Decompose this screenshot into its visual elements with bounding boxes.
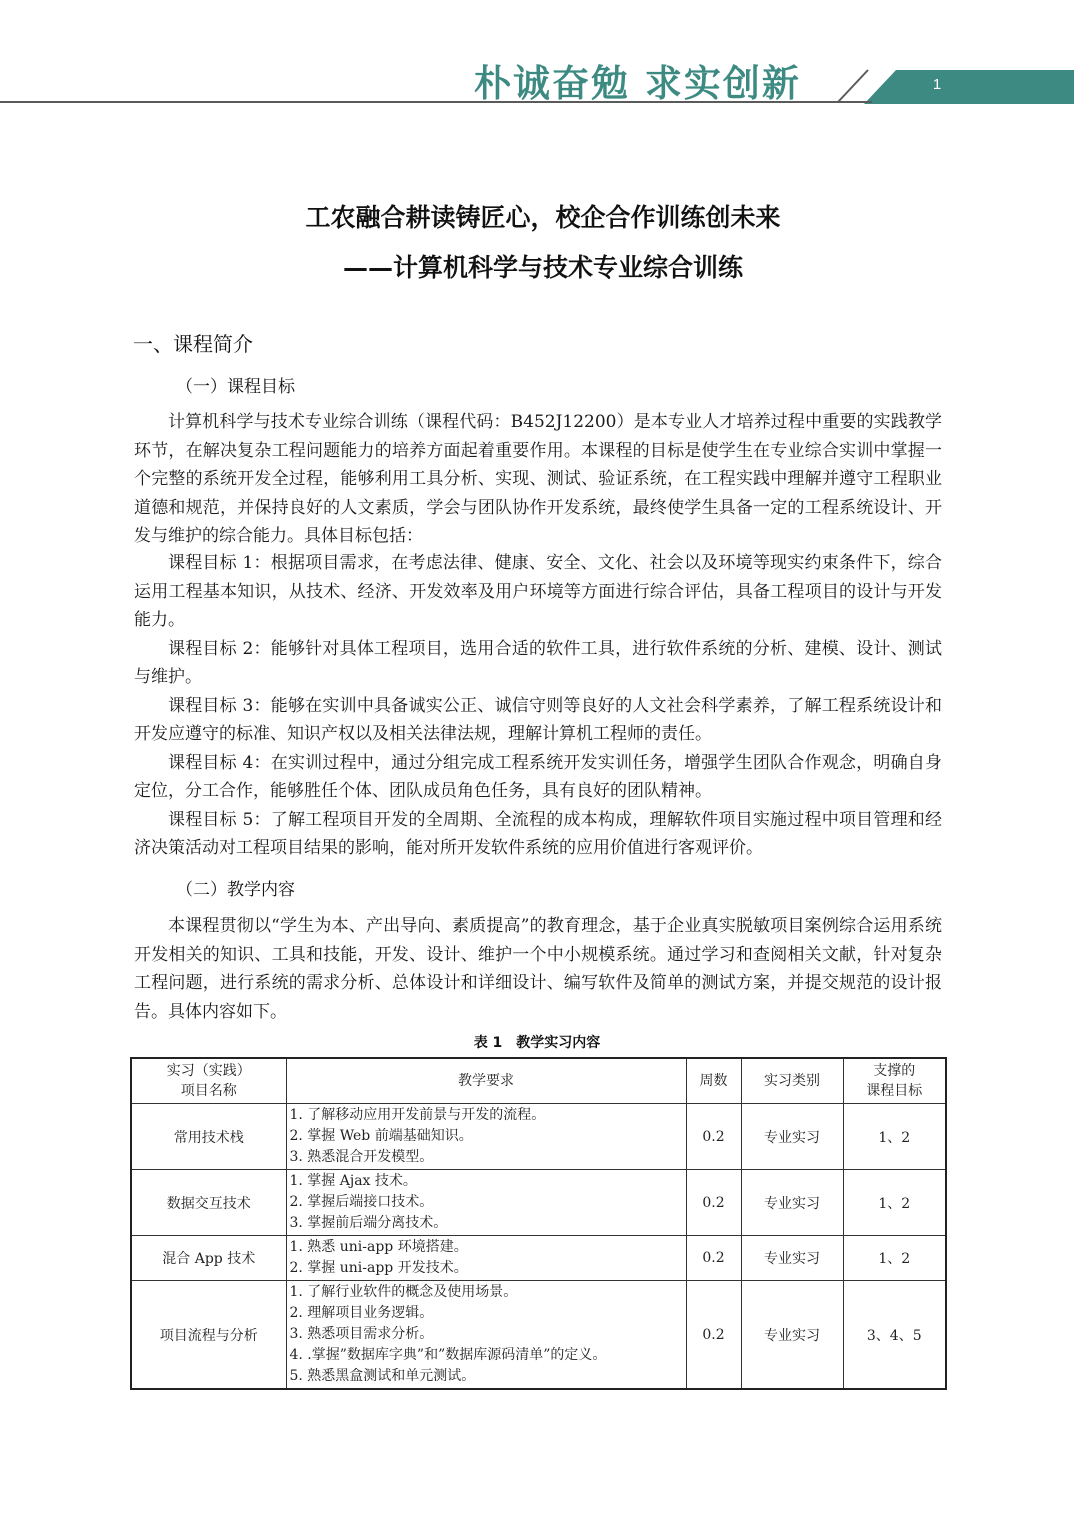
- cell-supported-goals: 1、2: [843, 1104, 946, 1170]
- table-caption: 表 1 教学实习内容: [473, 1035, 601, 1051]
- course-goals-intro: 计算机科学与技术专业综合训练（课程代码：B452J12200）是本专业人才培养过程中重要的实践教学环节，在解决复杂工程问题能力的培养方面起着重要作用。本课程的目标是使学生在专业综合实训中掌握一个完整的系统开发全过程，能够利用工具分析、实现、测试、验证系统，在工程实践中理解并遵守工程职业道德和规范，并保持良好的人文素质，学会与团队协作开发系统，最终使学生具备一定的工程系统设计、开发与维护的综合能力。具体目标包括：: [134, 412, 942, 546]
- header-weeks: 周数: [686, 1058, 741, 1104]
- table-row: [131, 1104, 946, 1170]
- course-goal-3: 课程目标 3：能够在实训中具备诚实公正、诚信守则等良好的人文社会科学素养，了解工程系统设计和开发应遵守的标准、知识产权以及相关法律法规，理解计算机工程师的责任。: [134, 695, 942, 744]
- cell-weeks: 0.2: [686, 1104, 741, 1170]
- cell-supported-goals: 1、2: [843, 1170, 946, 1236]
- requirement-item: 2. 理解项目业务逻辑。: [289, 1305, 434, 1321]
- cell-requirements: [286, 1104, 686, 1170]
- course-goal-5: 课程目标 5：了解工程项目开发的全周期、全流程的成本构成，理解软件项目实施过程中项目管理和经济决策活动对工程项目结果的影响，能对所开发软件系统的应用价值进行客观评价。: [134, 809, 942, 858]
- cell-practice-type: 专业实习: [741, 1281, 843, 1390]
- page-number: 1: [932, 76, 942, 93]
- requirement-item: 1. 掌握 Ajax 技术。: [289, 1173, 417, 1189]
- practice-content-table: [130, 1057, 947, 1390]
- requirement-item: 2. 掌握 uni-app 开发技术。: [289, 1260, 468, 1276]
- cell-practice-type: 专业实习: [741, 1104, 843, 1170]
- cell-practice-type: 专业实习: [741, 1170, 843, 1236]
- table-row: [131, 1281, 946, 1390]
- requirement-item: 3. 熟悉混合开发模型。: [289, 1149, 434, 1165]
- course-goal-1: 课程目标 1：根据项目需求，在考虑法律、健康、安全、文化、社会以及环境等现实约束条件下，综合运用工程基本知识，从技术、经济、开发效率及用户环境等方面进行综合评估，具备工程项目的设计与开发能力。: [134, 553, 942, 630]
- table-row: [131, 1170, 946, 1236]
- page-number-tab: [864, 70, 1074, 104]
- cell-project-name: 常用技术栈: [131, 1104, 286, 1170]
- requirement-item: 1. 熟悉 uni-app 环境搭建。: [289, 1239, 468, 1255]
- teaching-content-paragraph: 本课程贯彻以“学生为本、产出导向、素质提高”的教育理念，基于企业真实脱敏项目案例综合运用系统开发相关的知识、工具和技能，开发、设计、维护一个中小规模系统。通过学习和查阅相关文献，针对复杂工程问题，进行系统的需求分析、总体设计和详细设计、编写软件及简单的测试方案，并提交规范的设计报告。具体内容如下。: [134, 916, 942, 1022]
- document-title: 工农融合耕读铸匠心，校企合作训练创未来: [305, 203, 781, 232]
- header-requirements: 教学要求: [286, 1058, 686, 1104]
- school-motto: 朴诚奋勉 求实创新: [474, 61, 801, 105]
- requirement-item: 1. 了解行业软件的概念及使用场景。: [289, 1284, 518, 1300]
- cell-project-name: 混合 App 技术: [131, 1236, 286, 1281]
- cell-requirements: [286, 1170, 686, 1236]
- cell-requirements: [286, 1281, 686, 1390]
- requirement-item: 3. 熟悉项目需求分析。: [289, 1326, 434, 1342]
- section-heading-course-intro: 一、课程简介: [133, 332, 253, 356]
- course-goal-2: 课程目标 2：能够针对具体工程项目，选用合适的软件工具，进行软件系统的分析、建模、设计、测试与维护。: [134, 638, 942, 687]
- subheading-course-goals: （一）课程目标: [176, 377, 295, 397]
- table-header-row: [131, 1058, 946, 1104]
- cell-supported-goals: 1、2: [843, 1236, 946, 1281]
- cell-supported-goals: 3、4、5: [843, 1281, 946, 1390]
- cell-project-name: 项目流程与分析: [131, 1281, 286, 1390]
- document-subtitle: ——计算机科学与技术专业综合训练: [342, 253, 743, 282]
- requirement-item: 3. 掌握前后端分离技术。: [289, 1215, 448, 1231]
- cell-practice-type: 专业实习: [741, 1236, 843, 1281]
- course-goal-4: 课程目标 4：在实训过程中，通过分组完成工程系统开发实训任务，增强学生团队合作观念，明确自身定位，分工合作，能够胜任个体、团队成员角色任务，具有良好的团队精神。: [134, 752, 942, 801]
- header-practice-type: 实习类别: [741, 1058, 843, 1104]
- requirement-item: 5. 熟悉黑盒测试和单元测试。: [289, 1368, 476, 1384]
- cell-weeks: 0.2: [686, 1281, 741, 1390]
- requirement-item: 2. 掌握后端接口技术。: [289, 1194, 434, 1210]
- cell-weeks: 0.2: [686, 1236, 741, 1281]
- header-project-name-text: 实习（实践） 项目名称: [166, 1063, 251, 1099]
- table-row: [131, 1236, 946, 1281]
- cell-project-name: 数据交互技术: [131, 1170, 286, 1236]
- cell-requirements: [286, 1236, 686, 1281]
- header-project-name: [131, 1058, 286, 1104]
- course-goals-list: [134, 549, 942, 863]
- requirement-item: 2. 掌握 Web 前端基础知识。: [289, 1128, 473, 1144]
- header-supported-goals-text: 支撑的 课程目标: [866, 1063, 923, 1099]
- requirement-item: 1. 了解移动应用开发前景与开发的流程。: [289, 1107, 546, 1123]
- header-supported-goals: [843, 1058, 946, 1104]
- requirement-item: 4. .掌握”数据库字典”和”数据库源码清单”的定义。: [289, 1347, 607, 1363]
- subheading-teaching-content: （二）教学内容: [176, 880, 295, 900]
- cell-weeks: 0.2: [686, 1170, 741, 1236]
